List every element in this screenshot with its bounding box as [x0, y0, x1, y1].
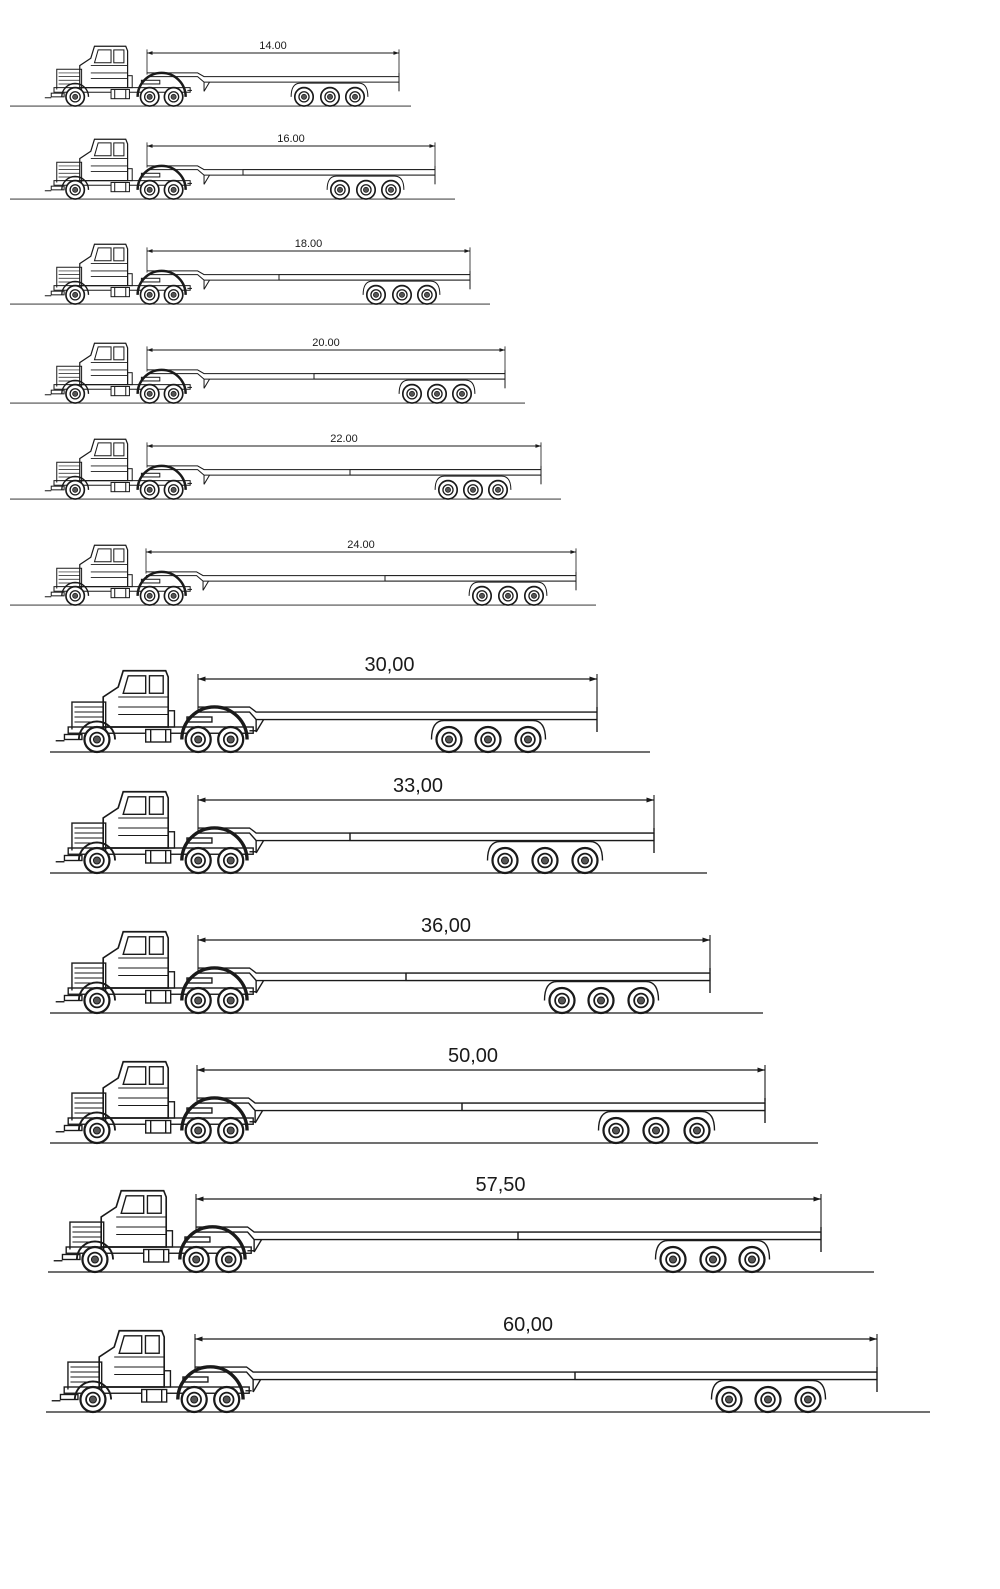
- trailer-wheel-3: [629, 988, 654, 1013]
- tractor-drive-wheel: [140, 481, 158, 499]
- tractor-drive-wheel: [164, 587, 182, 605]
- arrowhead: [146, 550, 152, 554]
- truck-row-8: [50, 775, 707, 873]
- tractor-drive-wheel: [186, 988, 211, 1013]
- truck-row-7: [50, 654, 650, 752]
- dimension-line: [195, 1334, 877, 1370]
- flatbed-trailer-icon: [196, 1227, 821, 1272]
- arrowhead: [429, 144, 435, 148]
- landing-leg: [204, 475, 210, 484]
- trailer-wheel-1: [403, 385, 421, 403]
- tractor-front-wheel: [80, 1387, 105, 1412]
- landing-leg: [204, 280, 210, 289]
- tractor-drive-wheel: [140, 286, 158, 304]
- tractor-front-wheel: [66, 481, 84, 499]
- length-label: 14.00: [259, 40, 287, 52]
- trailer-wheel-1: [493, 848, 518, 873]
- tractor-drive-wheel: [140, 88, 158, 106]
- length-label: 22.00: [330, 433, 358, 445]
- arrowhead: [703, 938, 711, 943]
- tractor-drive-wheel: [214, 1387, 239, 1412]
- length-label: 18.00: [294, 238, 323, 250]
- trailer-wheel-1: [437, 727, 462, 752]
- trailer-wheel-2: [499, 587, 517, 605]
- flatbed-trailer-icon: [198, 707, 597, 752]
- trailer-wheel-2: [321, 88, 339, 106]
- arrowhead: [147, 444, 153, 448]
- landing-leg: [204, 175, 210, 184]
- flatbed-trailer-icon: [146, 572, 576, 605]
- landing-leg: [204, 82, 210, 91]
- truck-row-10: [50, 1045, 818, 1143]
- arrowhead: [196, 1197, 204, 1202]
- landing-leg: [253, 1380, 261, 1393]
- tractor-front-wheel: [66, 88, 84, 106]
- arrowhead: [758, 1068, 766, 1073]
- trailer-wheel-2: [533, 848, 558, 873]
- truck-row-11: [48, 1174, 874, 1272]
- tractor-drive-wheel: [182, 1387, 207, 1412]
- trailer-wheel-1: [367, 286, 385, 304]
- dimension-line: [198, 935, 710, 971]
- trailer-wheel-1: [604, 1118, 629, 1143]
- landing-leg: [203, 581, 209, 590]
- dimension-line: [147, 247, 470, 272]
- trailer-wheel-2: [464, 481, 482, 499]
- dimension-line: [147, 346, 505, 371]
- tractor-drive-wheel: [186, 727, 211, 752]
- trailer-wheel-3: [418, 286, 436, 304]
- length-label: 20.00: [312, 337, 340, 349]
- tractor-drive-wheel: [164, 286, 182, 304]
- tractor-drive-wheel: [218, 727, 243, 752]
- tractor-front-wheel: [66, 286, 84, 304]
- trailer-wheel-1: [661, 1247, 686, 1272]
- trailer-wheel-2: [589, 988, 614, 1013]
- truck-row-2: [10, 133, 455, 199]
- flatbed-trailer-icon: [147, 466, 541, 499]
- truck-row-12: [46, 1314, 930, 1412]
- tractor-front-wheel: [84, 727, 109, 752]
- flatbed-trailer-icon: [198, 828, 654, 873]
- length-label: 24.00: [347, 539, 375, 551]
- landing-leg: [204, 379, 210, 388]
- trailer-wheel-2: [644, 1118, 669, 1143]
- flatbed-trailer-icon: [198, 968, 710, 1013]
- trailer-wheel-2: [756, 1387, 781, 1412]
- dimension-line: [146, 548, 576, 573]
- landing-leg: [255, 1111, 263, 1124]
- truck-row-3: [10, 238, 490, 304]
- truck-row-1: [10, 40, 411, 106]
- arrowhead: [464, 249, 470, 253]
- dimension-line: [198, 795, 654, 831]
- tractor-drive-wheel: [186, 848, 211, 873]
- arrowhead: [647, 798, 655, 803]
- trailer-wheel-1: [331, 181, 349, 199]
- tractor-drive-wheel: [140, 587, 158, 605]
- tractor-drive-wheel: [164, 181, 182, 199]
- arrowhead: [814, 1197, 822, 1202]
- length-label: 50,00: [447, 1045, 499, 1067]
- tractor-drive-wheel: [216, 1247, 241, 1272]
- arrowhead: [870, 1337, 878, 1342]
- arrowhead: [499, 348, 505, 352]
- arrowhead: [195, 1337, 203, 1342]
- trailer-wheel-3: [740, 1247, 765, 1272]
- tractor-front-wheel: [84, 848, 109, 873]
- trailer-wheel-3: [685, 1118, 710, 1143]
- flatbed-trailer-icon: [197, 1098, 765, 1143]
- landing-leg: [256, 720, 264, 733]
- trailer-wheel-2: [701, 1247, 726, 1272]
- arrowhead: [198, 677, 206, 682]
- tractor-drive-wheel: [218, 988, 243, 1013]
- trailer-wheel-3: [573, 848, 598, 873]
- arrowhead: [393, 51, 399, 55]
- dimension-line: [147, 49, 399, 74]
- flatbed-trailer-icon: [147, 370, 505, 403]
- arrowhead: [570, 550, 576, 554]
- length-label: 30,00: [364, 654, 415, 676]
- trailer-wheel-1: [717, 1387, 742, 1412]
- tractor-drive-wheel: [164, 481, 182, 499]
- trailer-wheel-3: [516, 727, 541, 752]
- arrowhead: [197, 1068, 205, 1073]
- tractor-front-wheel: [66, 181, 84, 199]
- tractor-front-wheel: [66, 587, 84, 605]
- tractor-drive-wheel: [164, 88, 182, 106]
- trailer-wheel-1: [295, 88, 313, 106]
- dimension-line: [196, 1194, 821, 1230]
- arrowhead: [535, 444, 541, 448]
- dimension-line: [147, 442, 541, 467]
- tractor-drive-wheel: [164, 385, 182, 403]
- arrowhead: [147, 51, 153, 55]
- tractor-drive-wheel: [218, 848, 243, 873]
- trailer-wheel-2: [357, 181, 375, 199]
- dimension-line: [197, 1065, 765, 1101]
- truck-row-5: [10, 433, 561, 499]
- tractor-front-wheel: [66, 385, 84, 403]
- length-label: 16.00: [277, 133, 305, 145]
- length-label: 33,00: [392, 775, 444, 797]
- arrowhead: [198, 798, 206, 803]
- trailer-wheel-3: [525, 587, 543, 605]
- tractor-drive-wheel: [186, 1118, 211, 1143]
- trailer-wheel-1: [550, 988, 575, 1013]
- arrowhead: [147, 144, 153, 148]
- trailer-wheel-3: [382, 181, 400, 199]
- landing-leg: [254, 1240, 262, 1253]
- length-label: 60,00: [502, 1314, 554, 1336]
- length-label: 36,00: [420, 915, 472, 937]
- tractor-drive-wheel: [218, 1118, 243, 1143]
- arrowhead: [590, 677, 598, 682]
- dimension-line: [198, 674, 597, 710]
- truck-row-6: [10, 539, 596, 605]
- dimension-line: [147, 142, 435, 167]
- trailer-wheel-1: [473, 587, 491, 605]
- trailer-wheel-2: [428, 385, 446, 403]
- trailer-wheel-3: [489, 481, 507, 499]
- trailer-wheel-1: [439, 481, 457, 499]
- tractor-front-wheel: [84, 1118, 109, 1143]
- arrowhead: [147, 348, 153, 352]
- tractor-front-wheel: [84, 988, 109, 1013]
- landing-leg: [256, 981, 264, 994]
- trailer-wheel-2: [393, 286, 411, 304]
- arrowhead: [198, 938, 206, 943]
- tractor-drive-wheel: [140, 385, 158, 403]
- tractor-drive-wheel: [184, 1247, 209, 1272]
- trailer-wheel-3: [346, 88, 364, 106]
- tractor-front-wheel: [82, 1247, 107, 1272]
- trailer-wheel-3: [453, 385, 471, 403]
- arrowhead: [147, 249, 153, 253]
- trailer-wheel-2: [476, 727, 501, 752]
- trailer-wheel-3: [796, 1387, 821, 1412]
- landing-leg: [256, 841, 264, 854]
- flatbed-trailer-icon: [195, 1367, 877, 1412]
- length-label: 57,50: [475, 1174, 526, 1196]
- tractor-drive-wheel: [140, 181, 158, 199]
- truck-row-9: [50, 915, 763, 1013]
- flatbed-trailer-icon: [147, 271, 470, 304]
- truck-row-4: [10, 337, 525, 403]
